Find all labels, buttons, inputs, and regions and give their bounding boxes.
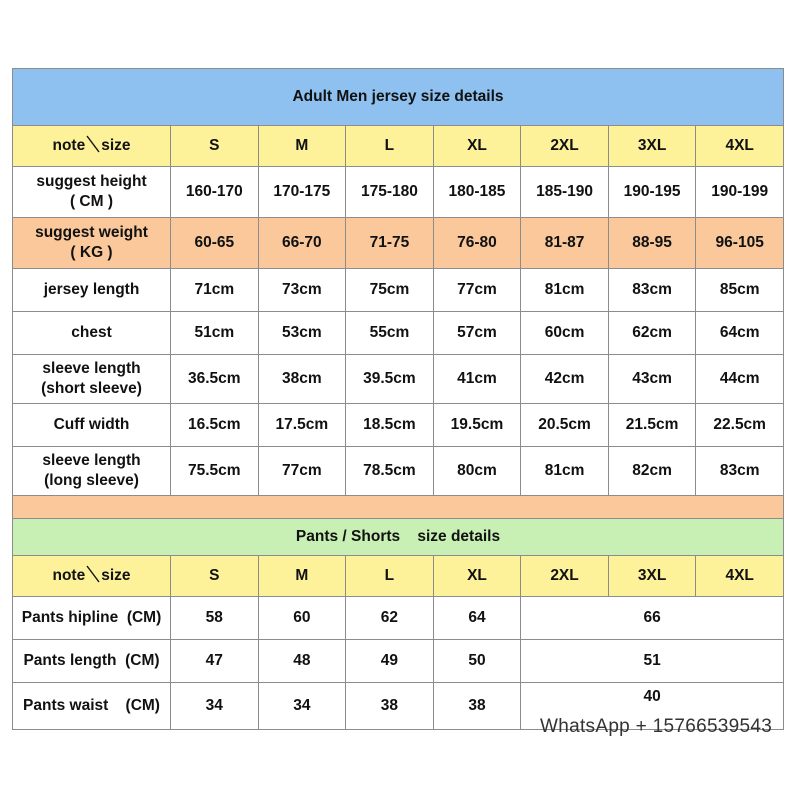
cell: 73cm bbox=[258, 269, 346, 312]
cell: 44cm bbox=[696, 355, 784, 404]
cell: 60-65 bbox=[171, 218, 259, 269]
size-header: XL bbox=[433, 556, 521, 597]
row-label: Pants waist (CM) bbox=[13, 683, 171, 730]
cell: 185-190 bbox=[521, 167, 609, 218]
row-sleeve-long bbox=[13, 447, 784, 496]
size-header: 2XL bbox=[521, 126, 609, 167]
size-header: M bbox=[258, 126, 346, 167]
row-pants-hipline bbox=[13, 597, 784, 640]
cell-highlight: 81cm bbox=[521, 269, 609, 312]
cell: 48 bbox=[258, 640, 346, 683]
size-label: size bbox=[101, 137, 131, 155]
size-chart-table bbox=[12, 68, 784, 730]
row-jersey-length bbox=[13, 269, 784, 312]
size-header: 2XL bbox=[521, 556, 609, 597]
cell-highlight: 85cm bbox=[696, 269, 784, 312]
pants-header-row bbox=[13, 556, 784, 597]
cell: 71-75 bbox=[346, 218, 434, 269]
cell: 76-80 bbox=[433, 218, 521, 269]
row-cuff-width bbox=[13, 404, 784, 447]
cell: 77cm bbox=[433, 269, 521, 312]
cell: 77cm bbox=[258, 447, 346, 496]
size-header: M bbox=[258, 556, 346, 597]
cell-highlight: 62cm bbox=[608, 312, 696, 355]
cell: 58 bbox=[171, 597, 259, 640]
cell: 38 bbox=[346, 683, 434, 730]
chart-title: Adult Men jersey size details bbox=[13, 69, 784, 126]
cell: 160-170 bbox=[171, 167, 259, 218]
cell: 38 bbox=[433, 683, 521, 730]
cell: 64 bbox=[433, 597, 521, 640]
cell: 82cm bbox=[608, 447, 696, 496]
size-label: size bbox=[101, 567, 131, 585]
cell: 51cm bbox=[171, 312, 259, 355]
row-sleeve-short bbox=[13, 355, 784, 404]
row-suggest-height bbox=[13, 167, 784, 218]
cell: 55cm bbox=[346, 312, 434, 355]
cell: 66-70 bbox=[258, 218, 346, 269]
cell: 50 bbox=[433, 640, 521, 683]
row-suggest-weight bbox=[13, 218, 784, 269]
section-divider bbox=[13, 496, 784, 519]
size-header: 3XL bbox=[608, 556, 696, 597]
cell-highlight: 83cm bbox=[608, 269, 696, 312]
cell-highlight: 60cm bbox=[521, 312, 609, 355]
jersey-header-row bbox=[13, 126, 784, 167]
cell: 38cm bbox=[258, 355, 346, 404]
cell-merged: 66 bbox=[521, 597, 784, 640]
row-label: jersey length bbox=[13, 269, 171, 312]
cell: 53cm bbox=[258, 312, 346, 355]
row-label: sleeve length (long sleeve) bbox=[13, 447, 171, 496]
row-pants-length bbox=[13, 640, 784, 683]
cell: 88-95 bbox=[608, 218, 696, 269]
cell: 16.5cm bbox=[171, 404, 259, 447]
cell: 41cm bbox=[433, 355, 521, 404]
cell: 18.5cm bbox=[346, 404, 434, 447]
cell: 60 bbox=[258, 597, 346, 640]
note-label: note bbox=[52, 567, 86, 585]
cell: 57cm bbox=[433, 312, 521, 355]
cell: 170-175 bbox=[258, 167, 346, 218]
cell: 96-105 bbox=[696, 218, 784, 269]
cell: 39.5cm bbox=[346, 355, 434, 404]
note-size-header bbox=[13, 556, 171, 597]
cell: 81cm bbox=[521, 447, 609, 496]
cell: 75.5cm bbox=[171, 447, 259, 496]
cell: 42cm bbox=[521, 355, 609, 404]
cell: 71cm bbox=[171, 269, 259, 312]
row-chest bbox=[13, 312, 784, 355]
row-label: sleeve length (short sleeve) bbox=[13, 355, 171, 404]
size-header: 3XL bbox=[608, 126, 696, 167]
section-divider-band bbox=[13, 496, 784, 519]
cell-highlight: 64cm bbox=[696, 312, 784, 355]
cell: 175-180 bbox=[346, 167, 434, 218]
cell: 49 bbox=[346, 640, 434, 683]
size-header: 4XL bbox=[696, 126, 784, 167]
cell: 34 bbox=[171, 683, 259, 730]
size-header: 4XL bbox=[696, 556, 784, 597]
cell: 81-87 bbox=[521, 218, 609, 269]
cell: 80cm bbox=[433, 447, 521, 496]
size-header: XL bbox=[433, 126, 521, 167]
cell: 43cm bbox=[608, 355, 696, 404]
note-size-header bbox=[13, 126, 171, 167]
cell: 62 bbox=[346, 597, 434, 640]
cell: 36.5cm bbox=[171, 355, 259, 404]
row-label: Pants length (CM) bbox=[13, 640, 171, 683]
cell: 47 bbox=[171, 640, 259, 683]
cell: 34 bbox=[258, 683, 346, 730]
cell: 17.5cm bbox=[258, 404, 346, 447]
size-header: L bbox=[346, 556, 434, 597]
note-label: note bbox=[52, 137, 86, 155]
cell: 190-195 bbox=[608, 167, 696, 218]
size-header: S bbox=[171, 126, 259, 167]
cell: 75cm bbox=[346, 269, 434, 312]
row-label: Pants hipline (CM) bbox=[13, 597, 171, 640]
contact-watermark: WhatsApp + 15766539543 bbox=[540, 716, 773, 737]
diagonal-divider-icon bbox=[86, 565, 100, 583]
row-label: Cuff width bbox=[13, 404, 171, 447]
size-header: S bbox=[171, 556, 259, 597]
cell-merged: 40 bbox=[521, 683, 784, 730]
diagonal-divider-icon bbox=[86, 135, 100, 153]
row-label: chest bbox=[13, 312, 171, 355]
cell: 21.5cm bbox=[608, 404, 696, 447]
size-header: L bbox=[346, 126, 434, 167]
cell: 20.5cm bbox=[521, 404, 609, 447]
cell: 19.5cm bbox=[433, 404, 521, 447]
cell: 190-199 bbox=[696, 167, 784, 218]
cell: 22.5cm bbox=[696, 404, 784, 447]
row-label: suggest height ( CM ) bbox=[13, 167, 171, 218]
row-label: suggest weight ( KG ) bbox=[13, 218, 171, 269]
cell: 78.5cm bbox=[346, 447, 434, 496]
pants-title: Pants / Shorts size details bbox=[13, 519, 784, 556]
cell: 83cm bbox=[696, 447, 784, 496]
cell: 180-185 bbox=[433, 167, 521, 218]
cell-merged: 51 bbox=[521, 640, 784, 683]
